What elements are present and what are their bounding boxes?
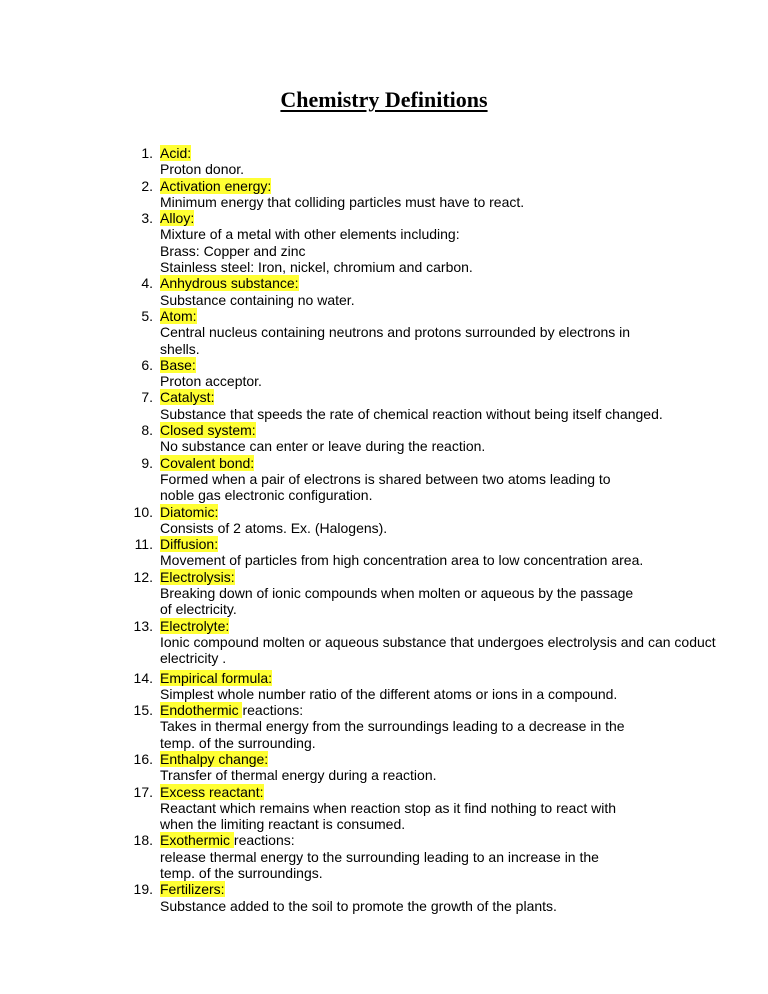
- definition-line: Takes in thermal energy from the surroundings leading to a decrease in the: [160, 718, 625, 735]
- item-number: 6.: [141, 356, 153, 373]
- term-highlight: Atom:: [160, 307, 197, 324]
- definition-item: [0, 210, 768, 275]
- definition-line: temp. of the surroundings.: [160, 865, 323, 882]
- term: [160, 784, 768, 800]
- definition-line: Consists of 2 atoms. Ex. (Halogens).: [160, 519, 388, 536]
- item-number: 8.: [141, 422, 153, 439]
- term: [160, 145, 768, 161]
- definition-line: electricity .: [160, 650, 227, 667]
- item-number: 2.: [141, 177, 153, 194]
- term-highlight: Catalyst:: [160, 389, 215, 406]
- definition-line: Mixture of a metal with other elements including:: [160, 226, 460, 243]
- term-highlight: Closed system:: [160, 422, 256, 439]
- term-highlight: Activation energy:: [160, 177, 272, 194]
- item-number: 10.: [133, 503, 153, 520]
- definition-line: No substance can enter or leave during the reaction.: [160, 438, 486, 455]
- term: [160, 536, 768, 552]
- definition-line: when the limiting reactant is consumed.: [160, 816, 406, 833]
- term-highlight: Diffusion:: [160, 536, 219, 553]
- definition-text: [160, 634, 720, 667]
- term-highlight: Electrolysis:: [160, 568, 235, 585]
- definition-item: [0, 455, 768, 504]
- definition-text: [160, 686, 720, 702]
- term-highlight: Acid:: [160, 145, 192, 161]
- page-title: Chemistry Definitions: [280, 87, 488, 112]
- item-number: 3.: [141, 210, 153, 227]
- definition-item: [0, 569, 768, 618]
- definition-text: [160, 373, 720, 389]
- item-number: 12.: [133, 568, 153, 585]
- term: [160, 455, 768, 471]
- definition-item: [0, 751, 768, 784]
- definition-list: [0, 145, 768, 914]
- definition-item: [0, 618, 768, 667]
- definition-item: [0, 784, 768, 833]
- term: [160, 308, 768, 324]
- item-number: 5.: [141, 307, 153, 324]
- definition-item: [0, 178, 768, 211]
- term-suffix: reactions:: [233, 832, 295, 849]
- definition-text: [160, 800, 720, 833]
- definition-item: [0, 145, 768, 178]
- definition-item: [0, 357, 768, 390]
- term: [160, 618, 768, 634]
- definition-item: [0, 504, 768, 537]
- definition-line: of electricity.: [160, 601, 237, 618]
- term-highlight: Empirical formula:: [160, 669, 273, 686]
- term: [160, 422, 768, 438]
- definition-line: Central nucleus containing neutrons and protons surrounded by electrons in: [160, 324, 631, 341]
- item-number: 18.: [133, 832, 153, 849]
- definition-line: temp. of the surrounding.: [160, 734, 316, 751]
- definition-text: [160, 520, 720, 536]
- definition-line: Simplest whole number ratio of the different atoms or ions in a compound.: [160, 685, 618, 702]
- term: [160, 178, 768, 194]
- definition-line: Proton donor.: [160, 161, 245, 178]
- term: [160, 569, 768, 585]
- item-number: 13.: [133, 617, 153, 634]
- definition-line: Stainless steel: Iron, nickel, chromium and carbon.: [160, 259, 473, 276]
- item-number: 1.: [141, 145, 153, 161]
- term-highlight: Anhydrous substance:: [160, 275, 299, 292]
- definition-text: [160, 161, 720, 177]
- definition-text: [160, 194, 720, 210]
- definition-text: [160, 898, 720, 914]
- term-highlight: Electrolyte:: [160, 617, 230, 634]
- definition-text: [160, 718, 720, 751]
- term-highlight: Exothermic: [160, 832, 234, 849]
- term: [160, 670, 768, 686]
- term: [160, 751, 768, 767]
- term-highlight: Covalent bond:: [160, 454, 255, 471]
- definition-line: Substance added to the soil to promote the growth of the plants.: [160, 897, 557, 914]
- item-number: 16.: [133, 750, 153, 767]
- item-number: 17.: [133, 783, 153, 800]
- definition-item: [0, 389, 768, 422]
- item-number: 15.: [133, 702, 153, 719]
- definition-text: [160, 585, 720, 618]
- definition-line: Reactant which remains when reaction stop as it find nothing to react with: [160, 799, 617, 816]
- definition-line: release thermal energy to the surrounding leading to an increase in the: [160, 848, 599, 865]
- definition-text: [160, 471, 720, 504]
- definition-line: Proton acceptor.: [160, 373, 262, 390]
- definition-text: [160, 552, 720, 568]
- definition-line: Substance that speeds the rate of chemical reaction without being itself changed.: [160, 405, 663, 422]
- term: [160, 275, 768, 291]
- item-number: 7.: [141, 389, 153, 406]
- definition-text: [160, 292, 720, 308]
- term-highlight: Endothermic: [160, 702, 243, 719]
- definition-line: Formed when a pair of electrons is shared between two atoms leading to: [160, 470, 611, 487]
- definition-line: Movement of particles from high concentration area to low concentration area.: [160, 552, 644, 569]
- definition-item: [0, 275, 768, 308]
- item-number: 9.: [141, 454, 153, 471]
- item-number: 4.: [141, 275, 153, 292]
- term: [160, 504, 768, 520]
- term-highlight: Enthalpy change:: [160, 750, 269, 767]
- term: [160, 881, 768, 897]
- term: [160, 832, 768, 848]
- definition-item: [0, 881, 768, 914]
- definition-text: [160, 767, 720, 783]
- item-number: 11.: [134, 536, 153, 553]
- term-suffix: reactions:: [242, 702, 304, 719]
- definition-item: [0, 670, 768, 703]
- definition-line: Breaking down of ionic compounds when molten or aqueous by the passage: [160, 585, 634, 602]
- definition-text: [160, 438, 720, 454]
- term-highlight: Base:: [160, 356, 196, 373]
- definition-line: shells.: [160, 340, 200, 357]
- term: [160, 357, 768, 373]
- definition-line: noble gas electronic configuration.: [160, 487, 373, 504]
- definition-line: Substance containing no water.: [160, 291, 355, 308]
- item-number: 19.: [133, 881, 153, 898]
- definition-text: [160, 406, 720, 422]
- definition-line: Transfer of thermal energy during a reaction.: [160, 767, 437, 784]
- definition-item: [0, 702, 768, 751]
- definition-text: [160, 226, 720, 275]
- term-highlight: Diatomic:: [160, 503, 219, 520]
- term-highlight: Excess reactant:: [160, 783, 264, 800]
- term: [160, 702, 768, 718]
- term: [160, 389, 768, 405]
- definition-text: [160, 324, 720, 357]
- definition-item: [0, 832, 768, 881]
- term-highlight: Fertilizers:: [160, 881, 225, 898]
- term-highlight: Alloy:: [160, 210, 195, 227]
- definition-item: [0, 308, 768, 357]
- definition-line: Ionic compound molten or aqueous substance that undergoes electrolysis and can coduct: [160, 633, 716, 650]
- definition-text: [160, 849, 720, 882]
- definition-item: [0, 536, 768, 569]
- item-number: 14.: [133, 669, 153, 686]
- definition-line: Brass: Copper and zinc: [160, 242, 306, 259]
- term: [160, 210, 768, 226]
- definition-line: Minimum energy that colliding particles must have to react.: [160, 193, 525, 210]
- definition-item: [0, 422, 768, 455]
